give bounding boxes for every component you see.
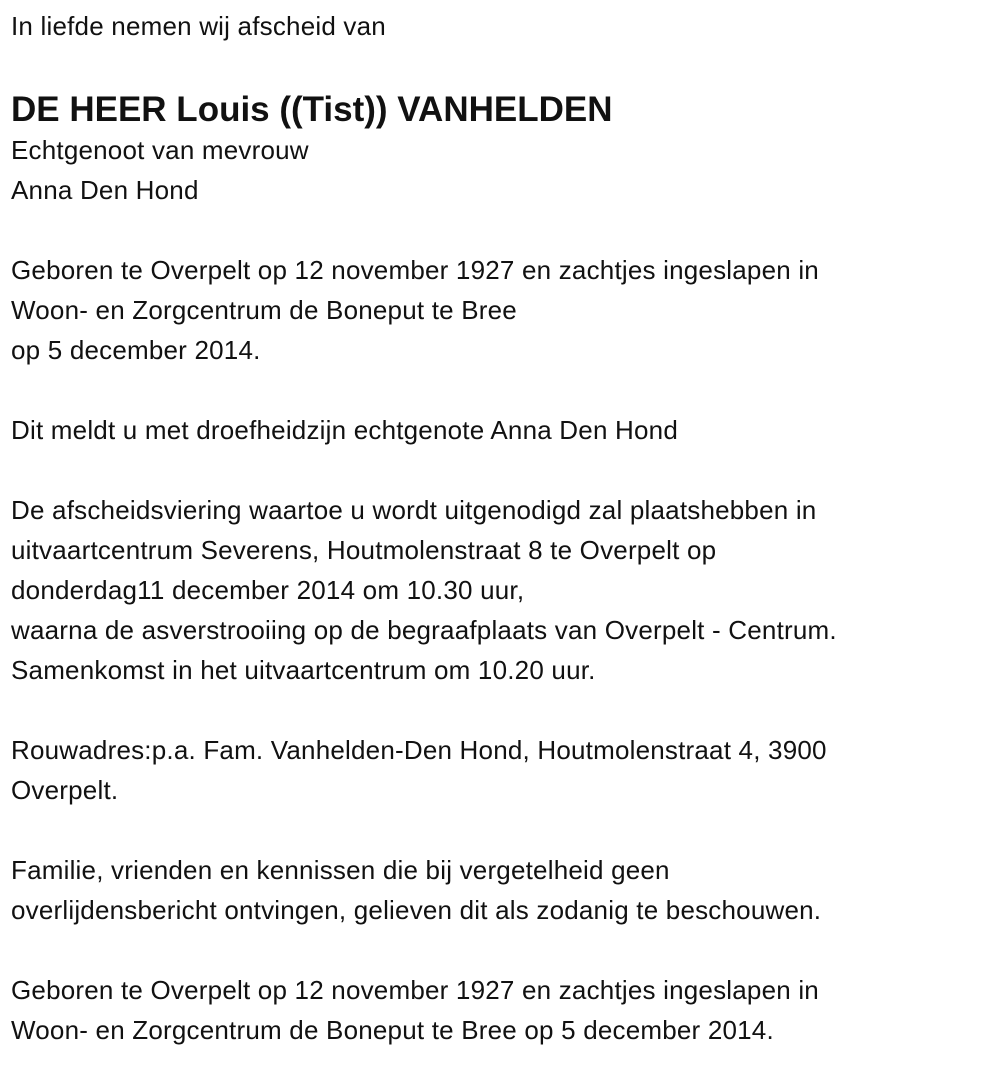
paragraph-line: Familie, vrienden en kennissen die bij vergetelheid geen	[11, 855, 670, 885]
paragraph-line: Woon- en Zorgcentrum de Boneput te Bree op 5 december 2014.	[11, 1015, 774, 1045]
paragraph	[11, 490, 1000, 690]
paragraph-line: Overpelt.	[11, 775, 119, 805]
paragraph-line: waarna de asverstrooiing op de begraafplaats van Overpelt - Centrum.	[11, 615, 837, 645]
spouse-name: Anna Den Hond	[11, 175, 199, 205]
paragraph-line: Geboren te Overpelt op 12 november 1927 en zachtjes ingeslapen in	[11, 975, 819, 1005]
spouse-block	[11, 130, 1000, 210]
paragraph	[11, 970, 1000, 1050]
paragraph-line: Rouwadres:p.a. Fam. Vanhelden-Den Hond, Houtmolenstraat 4, 3900	[11, 735, 827, 765]
paragraph-line: De afscheidsviering waartoe u wordt uitgenodigd zal plaatshebben in	[11, 495, 817, 525]
paragraph-line: donderdag11 december 2014 om 10.30 uur,	[11, 575, 525, 605]
deceased-name: DE HEER Louis ((Tist)) VANHELDEN	[11, 90, 613, 129]
paragraph-line: Geboren te Overpelt op 12 november 1927 en zachtjes ingeslapen in	[11, 255, 819, 285]
spouse-line: Echtgenoot van mevrouw	[11, 135, 309, 165]
paragraph	[11, 850, 1000, 930]
paragraph-line: overlijdensbericht ontvingen, gelieven dit als zodanig te beschouwen.	[11, 895, 822, 925]
paragraph-line: Dit meldt u met droefheidzijn echtgenote Anna Den Hond	[11, 415, 678, 445]
paragraph	[11, 250, 1000, 370]
paragraph-line: Samenkomst in het uitvaartcentrum om 10.20 uur.	[11, 655, 596, 685]
paragraph-line: uitvaartcentrum Severens, Houtmolenstraat 8 te Overpelt op	[11, 535, 717, 565]
paragraph-line: op 5 december 2014.	[11, 335, 261, 365]
paragraph	[11, 730, 1000, 810]
intro-text: In liefde nemen wij afscheid van	[11, 11, 386, 41]
paragraph	[11, 410, 1000, 450]
paragraph-line: Woon- en Zorgcentrum de Boneput te Bree	[11, 295, 517, 325]
